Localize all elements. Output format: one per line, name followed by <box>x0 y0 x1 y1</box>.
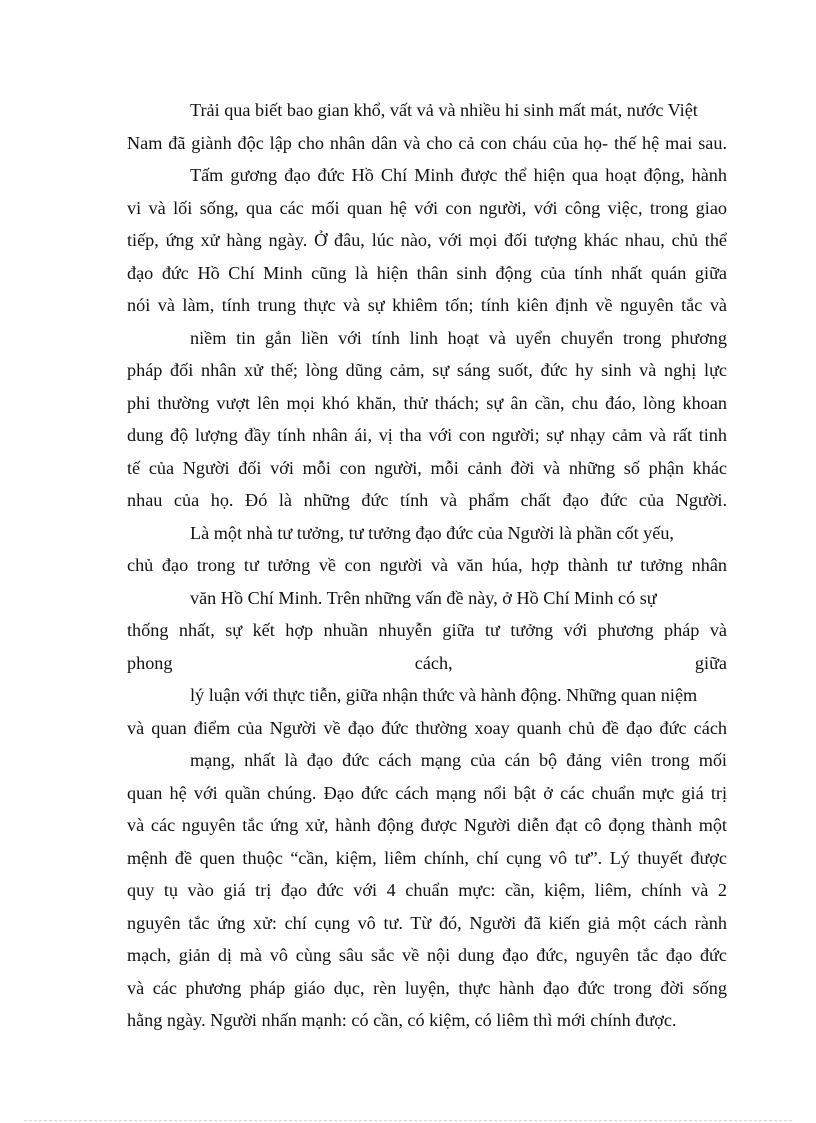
text-line: hằng ngày. Người nhấn mạnh: có cần, có kiệm, có liêm thì mới chính được. <box>127 1010 677 1030</box>
text-line: Tấm gương đạo đức Hồ Chí Minh được thể hiện qua hoạt động, hành <box>190 165 727 185</box>
text-line: lý luận với thực tiễn, giữa nhận thức và hành động. Những quan niệm <box>190 685 698 705</box>
text-line: phi thường vượt lên mọi khó khăn, thử thách; sự ân cần, chu đáo, lòng khoan <box>127 392 727 413</box>
text-line: Trải qua biết bao gian khổ, vất vả và nhiều hi sinh mất mát, nước Việt <box>190 100 698 120</box>
text-line: và quan điểm của Người về đạo đức thường xoay quanh chủ đề đạo đức cách <box>127 717 727 738</box>
document-body <box>127 94 727 1037</box>
text-line: niềm tin gắn liền với tính linh hoạt và uyển chuyển trong phương <box>190 327 727 348</box>
text-line: và các phương pháp giáo dục, rèn luyện, thực hành đạo đức trong đời sống <box>127 977 727 998</box>
text-line: văn Hồ Chí Minh. Trên những vấn đề này, ở Hồ Chí Minh có sự <box>190 587 657 608</box>
page-bottom-divider <box>24 1120 792 1121</box>
text-line: dung độ lượng đầy tính nhân ái, vị tha với con người; sự nhạy cảm và rất tinh <box>127 425 727 445</box>
text-line: mệnh đề quen thuộc “cần, kiệm, liêm chính, chí cụng vô tư”. Lý thuyết được <box>127 847 727 868</box>
text-line: mạng, nhất là đạo đức cách mạng của cán bộ đảng viên trong mối <box>190 750 727 770</box>
text-line: và các nguyên tắc ứng xử, hành động được Người diễn đạt cô đọng thành một <box>127 815 727 835</box>
text-line: nhau của họ. Đó là những đức tính và phẩm chất đạo đức của Người. <box>127 490 727 510</box>
text-line: vi và lối sống, qua các mối quan hệ với con người, với công việc, trong giao <box>127 197 727 218</box>
text-line: tiếp, ứng xử hàng ngày. Ở đâu, lúc nào, với mọi đối tượng khác nhau, chủ thể <box>127 230 727 250</box>
text-line: quan hệ với quần chúng. Đạo đức cách mạng nổi bật ở các chuẩn mực giá trị <box>127 782 727 803</box>
text-line: quy tụ vào giá trị đạo đức với 4 chuẩn mực: cần, kiệm, liêm, chính và 2 <box>127 880 727 900</box>
text-line: đạo đức Hồ Chí Minh cũng là hiện thân sinh động của tính nhất quán giữa <box>127 262 727 283</box>
text-line: pháp đối nhân xử thế; lòng dũng cảm, sự sáng suốt, đức hy sinh và nghị lực <box>127 360 727 380</box>
text-line: nói và làm, tính trung thực và sự khiêm tốn; tính kiên định về nguyên tắc và <box>127 295 727 315</box>
text-line: phong cách, giữa <box>127 652 727 673</box>
text-line: Là một nhà tư tưởng, tư tưởng đạo đức của Người là phần cốt yếu, <box>190 522 674 543</box>
text-line: thống nhất, sự kết hợp nhuần nhuyễn giữa tư tưởng với phương pháp và <box>127 620 727 640</box>
text-line: nguyên tắc ứng xử: chí cụng vô tư. Từ đó, Người đã kiến giả một cách rành <box>127 912 727 933</box>
text-line: mạch, giản dị mà vô cùng sâu sắc về nội dung đạo đức, nguyên tắc đạo đức <box>127 945 727 965</box>
text-line: chủ đạo trong tư tưởng về con người và văn húa, hợp thành tư tưởng nhân <box>127 555 727 575</box>
text-line: tế của Người đối với mỗi con người, mỗi cảnh đời và những số phận khác <box>127 457 727 478</box>
text-line: Nam đã giành độc lập cho nhân dân và cho cả con cháu của họ- thế hệ mai sau. <box>127 132 727 153</box>
